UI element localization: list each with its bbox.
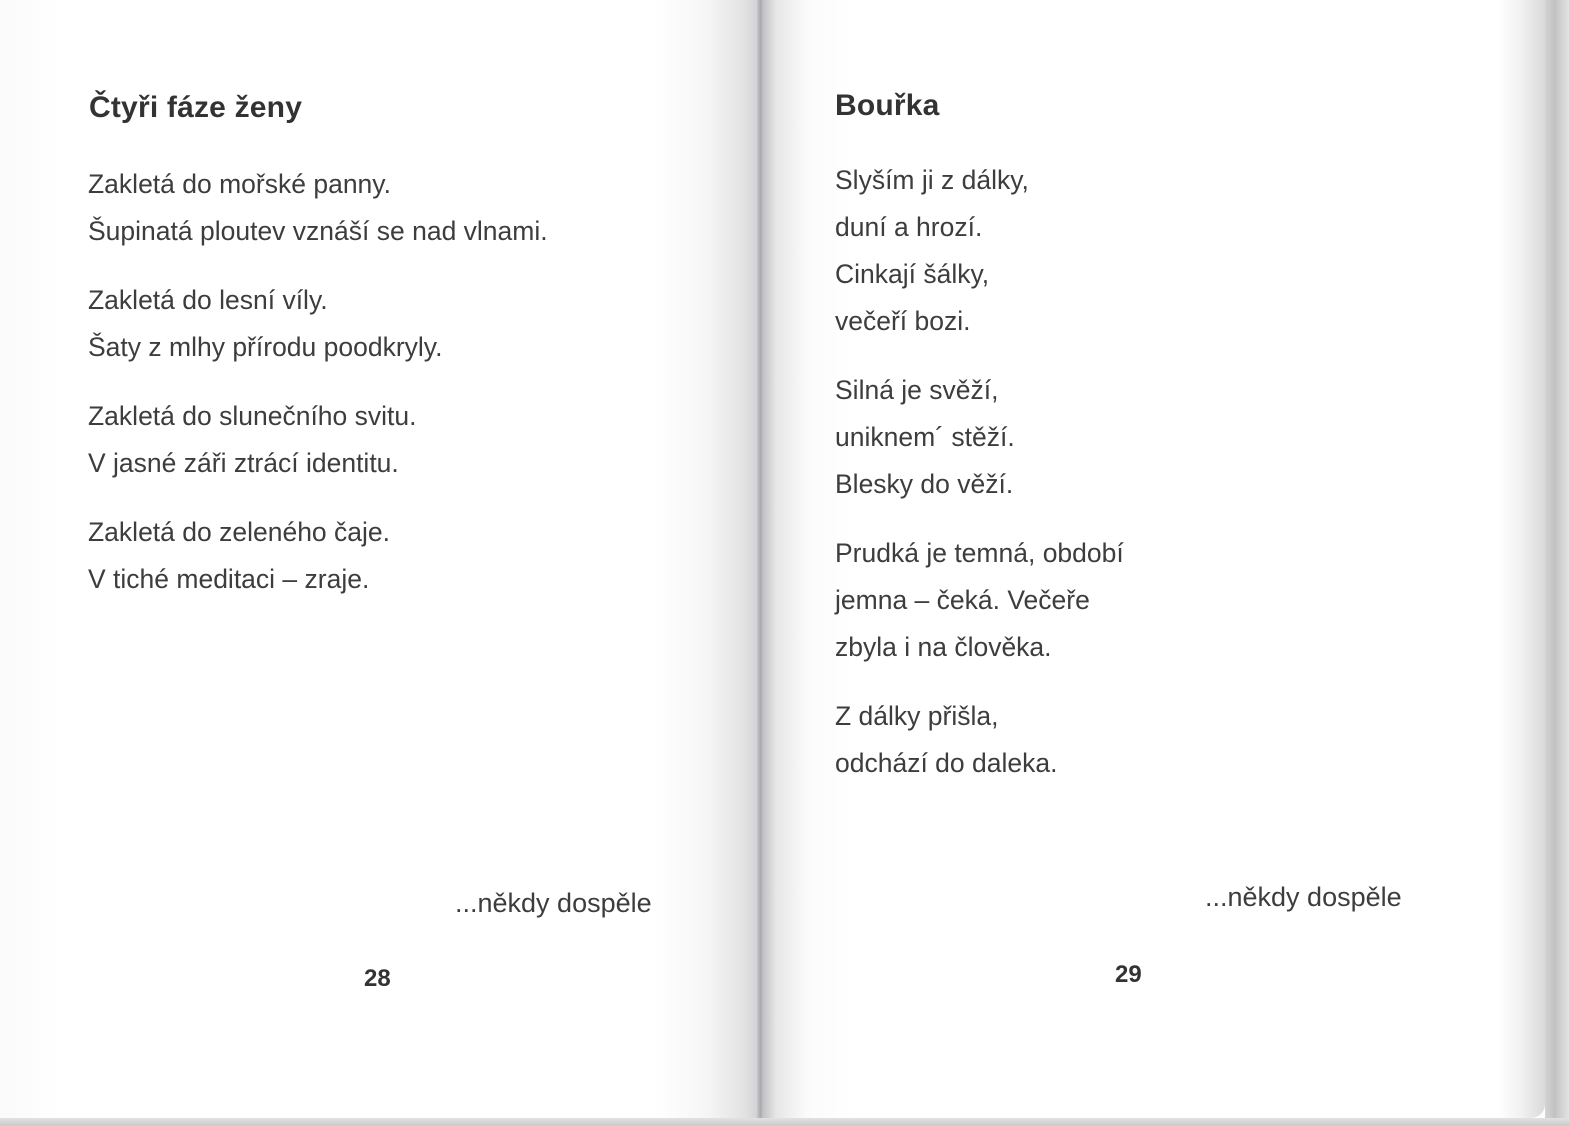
stanza — [835, 693, 1057, 787]
stanza — [88, 509, 390, 603]
stanza — [835, 157, 1029, 345]
poem-line: Cinkají šálky, — [835, 259, 990, 289]
poem-line: zbyla i na člověka. — [835, 632, 1052, 662]
stanza — [835, 367, 1015, 508]
poem-line: Silná je svěží, — [835, 375, 999, 405]
poem-title: Bouřka — [835, 89, 940, 122]
poem-line: Prudká je temná, období — [835, 538, 1124, 568]
poem-line: Zakletá do slunečního svitu. — [88, 401, 417, 431]
page-number: 28 — [364, 965, 391, 992]
poem-line: V jasné záři ztrácí identitu. — [88, 448, 399, 478]
poem-line: večeří bozi. — [835, 306, 971, 336]
page-number: 29 — [1115, 961, 1142, 988]
poem-line: Zakletá do lesní víly. — [88, 285, 328, 315]
poem-line: V tiché meditaci – zraje. — [88, 564, 370, 594]
poem-line: uniknem´ stěží. — [835, 422, 1015, 452]
running-footer: ...někdy dospěle — [455, 888, 652, 918]
page-edge — [1545, 0, 1569, 1126]
left-page — [0, 0, 760, 1118]
book-spine — [757, 0, 764, 1126]
poem-title: Čtyři fáze ženy — [89, 91, 303, 124]
page-edge-bottom — [0, 1118, 1569, 1126]
poem-line: jemna – čeká. Večeře — [835, 585, 1090, 615]
stanza — [88, 161, 548, 255]
poem-line: Z dálky přišla, — [835, 701, 999, 731]
poem-line: Zakletá do mořské panny. — [88, 169, 391, 199]
poem-line: odchází do daleka. — [835, 748, 1058, 778]
stanza — [88, 277, 442, 371]
poem-line: Slyším ji z dálky, — [835, 165, 1029, 195]
poem-line: Šupinatá ploutev vznáší se nad vlnami. — [88, 216, 548, 246]
poem-line: Blesky do věží. — [835, 469, 1014, 499]
poem-line: Zakletá do zeleného čaje. — [88, 517, 391, 547]
stanza — [835, 530, 1124, 671]
running-footer: ...někdy dospěle — [1205, 882, 1402, 912]
poem-line: Šaty z mlhy přírodu poodkryly. — [88, 332, 443, 362]
poem-line: duní a hrozí. — [835, 212, 983, 242]
stanza — [88, 393, 417, 487]
